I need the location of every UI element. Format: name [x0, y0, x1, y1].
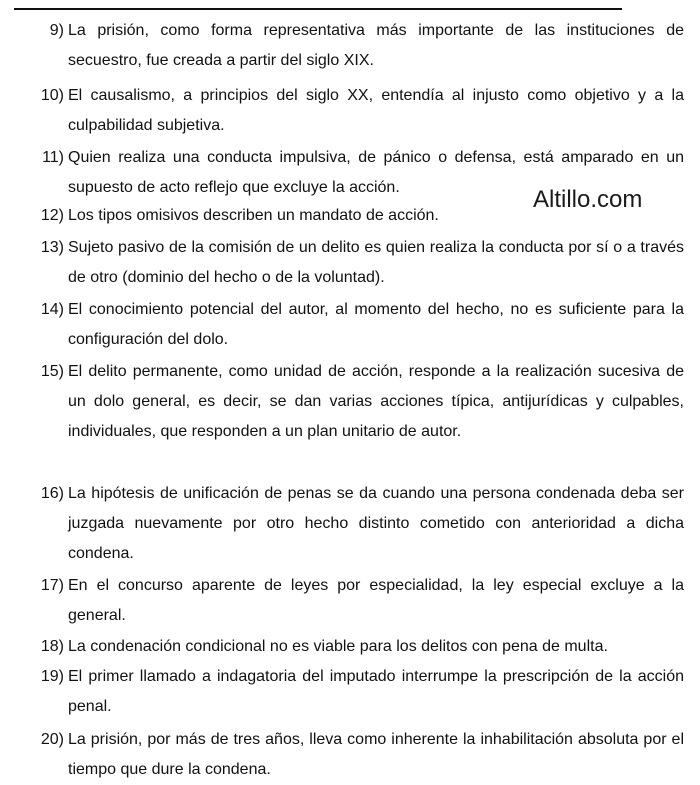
item-number: 15): [40, 363, 64, 380]
item-text: Sujeto pasivo de la comisión de un delito es quien realiza la conducta por sí o a través de otro (dominio del hecho o de la voluntad).: [68, 239, 684, 286]
item-number: 10): [40, 87, 64, 104]
watermark-text: Altillo.com: [533, 186, 643, 213]
item-text: La hipótesis de unificación de penas se da cuando una persona condenada deba ser juzgada nuevamente por otro hecho distinto cometido con anterioridad a dicha condena.: [68, 485, 684, 562]
item-text: Los tipos omisivos describen un mandato de acción.: [68, 207, 439, 224]
item-text: El delito permanente, como unidad de acción, responde a la realización sucesiva de un dolo general, es decir, se dan varias acciones típica, antijurídicas y culpables, individuales, que responden a un plan unitario de autor.: [68, 363, 684, 440]
item-number: 13): [40, 239, 64, 256]
item-number: 9): [49, 22, 64, 39]
item-text: La condenación condicional no es viable para los delitos con pena de multa.: [68, 638, 608, 655]
item-text: El primer llamado a indagatoria del imputado interrumpe la prescripción de la acción penal.: [68, 668, 684, 715]
item-text: El conocimiento potencial del autor, al momento del hecho, no es suficiente para la configuración del dolo.: [68, 301, 684, 348]
item-number: 11): [42, 149, 64, 166]
item-text: La prisión, por más de tres años, lleva como inherente la inhabilitación absoluta por el tiempo que dure la condena.: [68, 731, 684, 778]
item-text: En el concurso aparente de leyes por especialidad, la ley especial excluye a la general.: [68, 577, 684, 624]
item-number: 20): [40, 731, 64, 748]
item-number: 17): [40, 577, 64, 594]
item-number: 12): [40, 207, 64, 224]
item-number: 19): [40, 668, 64, 685]
item-text: La prisión, como forma representativa más importante de las instituciones de secuestro, fue creada a partir del siglo XIX.: [68, 22, 684, 69]
item-text: El causalismo, a principios del siglo XX, entendía al injusto como objetivo y a la culpabilidad subjetiva.: [68, 87, 684, 134]
item-number: 18): [40, 638, 64, 655]
item-number: 14): [40, 301, 64, 318]
item-text: Quien realiza una conducta impulsiva, de pánico o defensa, está amparado en un supuesto de acto reflejo que excluye la acción.: [68, 149, 684, 196]
item-number: 16): [40, 485, 64, 502]
